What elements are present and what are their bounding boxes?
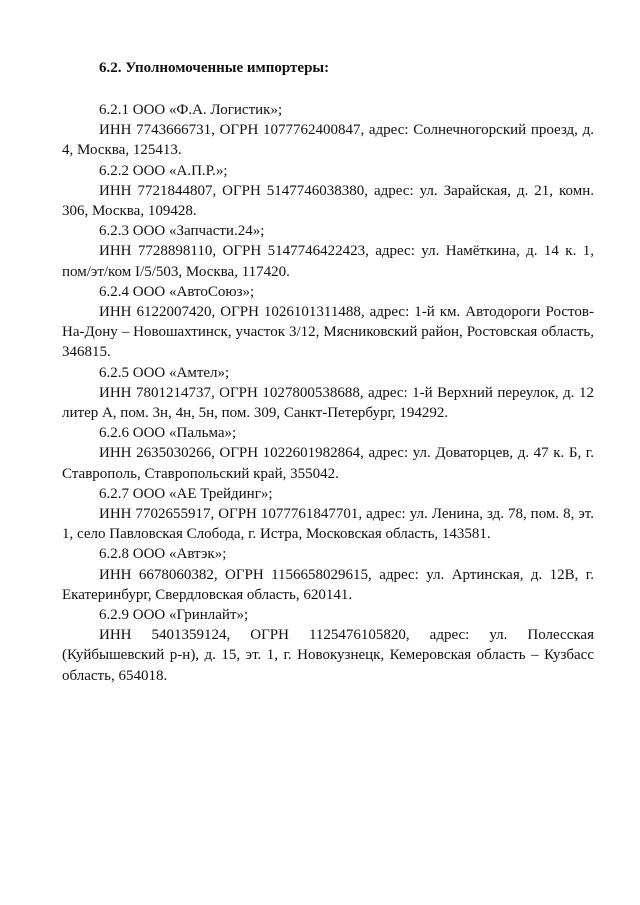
- importer-details: ИНН 7743666731, ОГРН 1077762400847, адрес: Солнечногорский проезд, д. 4, Москва, 125413.: [62, 122, 594, 159]
- importer-entry-6: [62, 423, 594, 484]
- importer-details: ИНН 7801214737, ОГРН 1027800538688, адрес: 1-й Верхний переулок, д. 12 литер А, пом. 3н, 4н, 5н, пом. 309, Санкт-Петербург, 194292.: [62, 384, 594, 422]
- importer-name: 6.2.1 ООО «Ф.А. Логистик»;: [99, 102, 283, 118]
- importer-name: 6.2.4 ООО «АвтоСоюз»;: [99, 283, 255, 300]
- importer-entry-3: [62, 221, 594, 282]
- importer-entry-1: [62, 100, 594, 161]
- importer-name: 6.2.2 ООО «А.П.Р.»;: [99, 162, 228, 179]
- importer-entry-5: [62, 363, 594, 424]
- importer-details: ИНН 7728898110, ОГРН 5147746422423, адрес: ул. Намёткина, д. 14 к. 1, пом/эт/ком I/5/503, Москва, 117420.: [62, 243, 594, 280]
- importer-name: 6.2.7 ООО «АЕ Трейдинг»;: [99, 485, 273, 502]
- importer-name: 6.2.9 ООО «Гринлайт»;: [99, 607, 249, 624]
- document-page: [62, 58, 594, 686]
- importer-name: 6.2.3 ООО «Запчасти.24»;: [99, 223, 265, 240]
- importer-name: 6.2.5 ООО «Амтел»;: [99, 364, 230, 381]
- importer-entry-7: [62, 484, 594, 545]
- section-title: 6.2. Уполномоченные импортеры:: [99, 60, 330, 76]
- importer-name: 6.2.6 ООО «Пальма»;: [99, 425, 237, 442]
- importer-details: ИНН 6122007420, ОГРН 1026101311488, адрес: 1-й км. Автодороги Ростов-На-Дону – Новошахтинск, участок 3/12, Мясниковский район, Ростовская область, 346815.: [62, 304, 594, 361]
- importer-details: ИНН 7721844807, ОГРН 5147746038380, адрес: ул. Зарайская, д. 21, комн. 306, Москва, 109428.: [62, 182, 594, 220]
- importer-entry-4: [62, 282, 594, 363]
- importer-entry-2: [62, 161, 594, 222]
- importer-name: 6.2.8 ООО «Автэк»;: [99, 546, 227, 563]
- importer-details: ИНН 2635030266, ОГРН 1022601982864, адрес: ул. Доваторцев, д. 47 к. Б, г. Ставрополь, Ставропольский край, 355042.: [62, 445, 594, 482]
- importer-details: ИНН 7702655917, ОГРН 1077761847701, адрес: ул. Ленина, зд. 78, пом. 8, эт. 1, село Павловская Слобода, г. Истра, Московская область, 143581.: [62, 506, 594, 543]
- importer-details: ИНН 6678060382, ОГРН 1156658029615, адрес: ул. Артинская, д. 12В, г. Екатеринбург, Свердловская область, 620141.: [62, 566, 594, 603]
- importer-entry-9: [62, 605, 594, 686]
- importer-details: ИНН 5401359124, ОГРН 1125476105820, адрес: ул. Полесская (Куйбышевский р-н), д. 15, эт. 1, г. Новокузнецк, Кемеровская область – Кузбасс область, 654018.: [62, 627, 594, 684]
- importer-entry-8: [62, 544, 594, 605]
